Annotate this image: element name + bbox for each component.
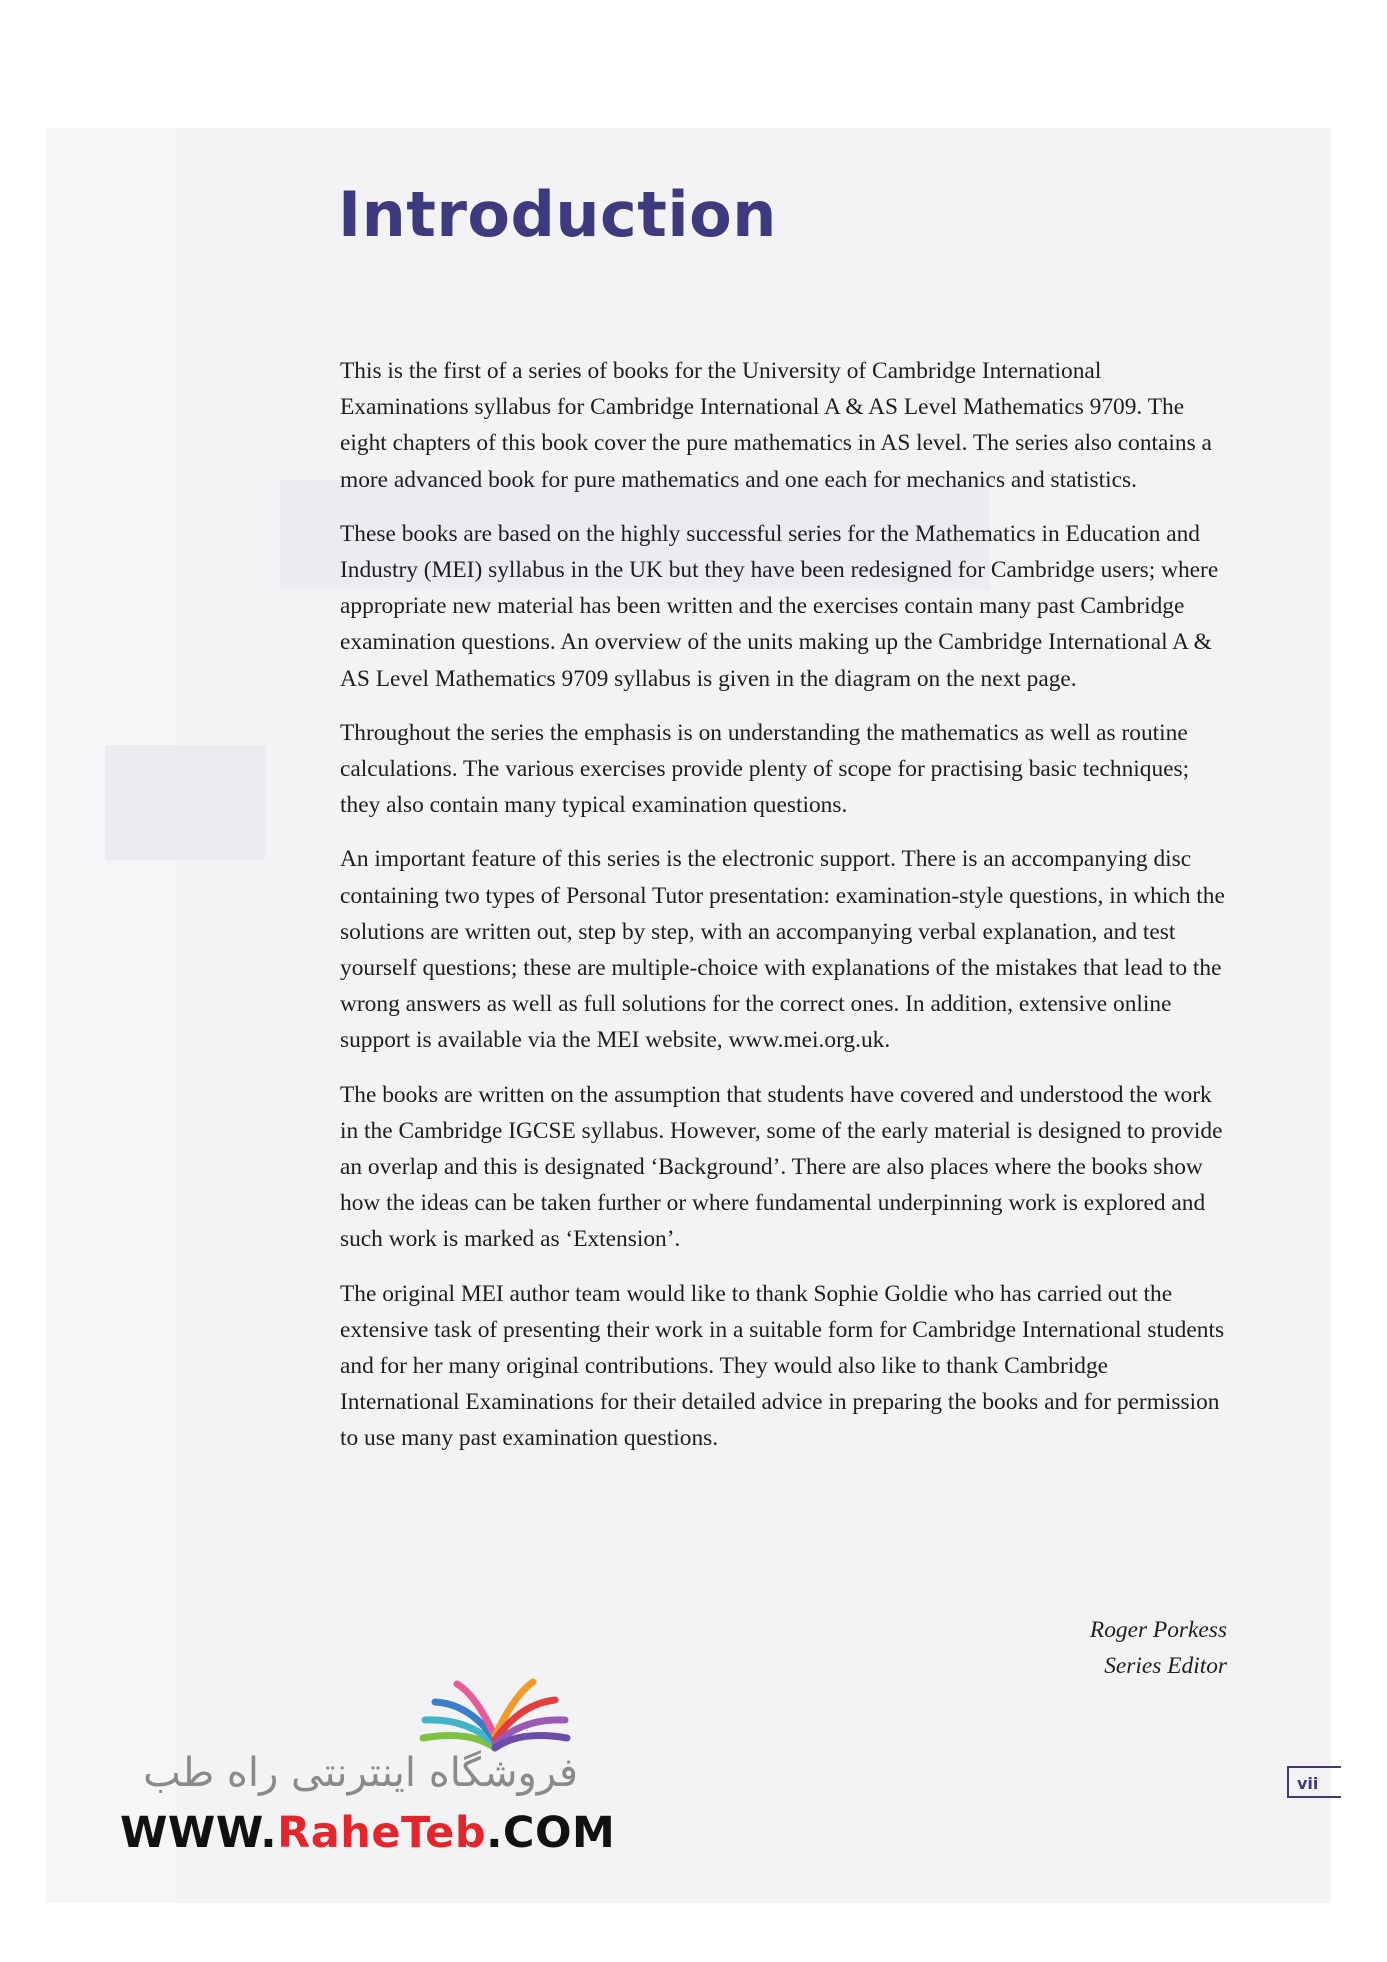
paragraph: This is the first of a series of books for the University of Cambridge International Examinations syllabus for Cambridge International A & AS Level Mathematics 9709. The eight chapters of this book cover the pure mathematics in AS level. The series also contains a more advanced book for pure mathematics and one each for mechanics and statistics. — [340, 358, 1212, 493]
paragraph: The books are written on the assumption that students have covered and understood the work in the Cambridge IGCSE syllabus. However, some of the early material is designed to provide an overlap and this is designated ‘Background’. There are also places where the books show how the ideas can be taken further or where fundamental underpinning work is explored and such work is marked as ‘Extension’. — [340, 1081, 1223, 1253]
page-number: vii — [1287, 1766, 1341, 1798]
signature-role: Series Editor — [1104, 1653, 1227, 1679]
show-through-box — [105, 745, 265, 860]
watermark-url-suffix: .COM — [486, 1808, 616, 1858]
open-book-fan-logo-icon — [415, 1670, 575, 1760]
paragraph: Throughout the series the emphasis is on understanding the mathematics as well as routine calculations. The various exercises provide plenty of scope for practising basic techniques; they also contain many typical examination questions. — [340, 719, 1190, 819]
signature — [1090, 1612, 1227, 1684]
watermark-url-prefix: WWW. — [120, 1808, 278, 1858]
paragraph: An important feature of this series is the electronic support. There is an accompanying disc containing two types of Personal Tutor presentation: examination-style questions, in which the solutions are written out, step by step, with an accompanying verbal explanation, and test yourself questions; these are multiple-choice with explanations of the mistakes that lead to the wrong answers as well as full solutions for the correct ones. In addition, extensive online support is available via the MEI website, www.mei.org.uk. — [340, 846, 1225, 1054]
body-text — [340, 353, 1230, 1475]
watermark-persian-text: فروشگاه اینترنتی راه طب — [143, 1750, 578, 1796]
page-title: Introduction — [338, 178, 777, 251]
watermark-url — [120, 1808, 615, 1858]
paragraph: These books are based on the highly successful series for the Mathematics in Education and Industry (MEI) syllabus in the UK but they have been redesigned for Cambridge users; where appropriate new material has been written and the exercises contain many past Cambridge examination questions. An overview of the units making up the Cambridge International A & AS Level Mathematics 9709 syllabus is given in the diagram on the next page. — [340, 520, 1219, 692]
signature-name: Roger Porkess — [1089, 1617, 1227, 1643]
paragraph: The original MEI author team would like to thank Sophie Goldie who has carried out the extensive task of presenting their work in a suitable form for Cambridge International students and for her many original contributions. They would also like to thank Cambridge International Examinations for their detailed advice in preparing the books and for permission to use many past examination questions. — [340, 1280, 1225, 1452]
watermark-url-brand: RaheTeb — [277, 1808, 487, 1858]
